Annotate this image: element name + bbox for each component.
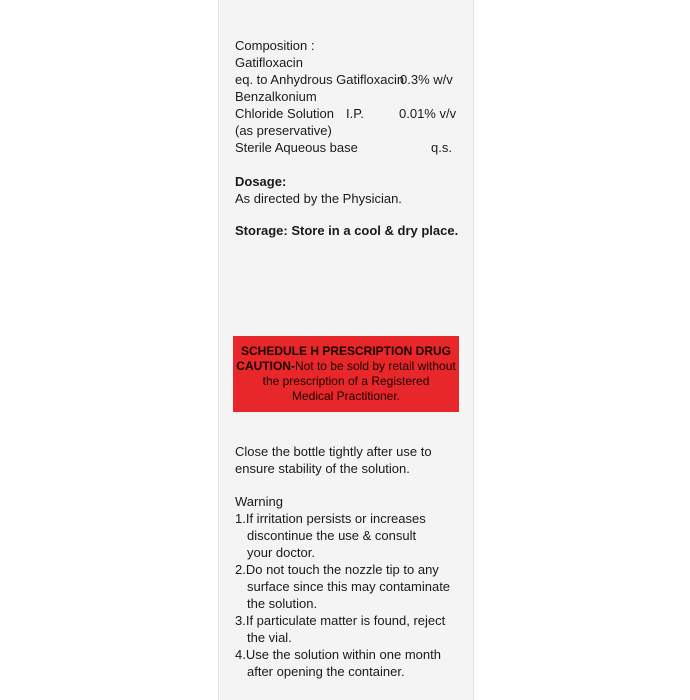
composition-line-preservative: (as preservative)	[235, 123, 332, 138]
warning-line: 2.Do not touch the nozzle tip to any	[235, 562, 439, 577]
warning-line: after opening the container.	[247, 664, 405, 679]
warning-line: 4.Use the solution within one month	[235, 647, 441, 662]
composition-value-gatifloxacin: 0.3% w/v	[400, 72, 453, 87]
composition-value-base: q.s.	[431, 140, 452, 155]
warning-line: surface since this may contaminate	[247, 579, 451, 594]
composition-value-benzalkonium: 0.01% v/v	[399, 106, 457, 121]
composition-line-anhydrous: eq. to Anhydrous Gatifloxacin	[235, 72, 405, 87]
composition-line-chloride: Chloride Solution	[235, 106, 335, 121]
dosage-text: As directed by the Physician.	[235, 191, 402, 206]
warning-line: 1.If irritation persists or increases	[235, 511, 426, 526]
warning-line: the solution.	[247, 596, 318, 611]
warning-line: 3.If particulate matter is found, reject	[235, 613, 446, 628]
schedule-h-title: SCHEDULE H PRESCRIPTION DRUG	[240, 344, 452, 358]
composition-line-gatifloxacin: Gatifloxacin	[235, 55, 303, 70]
caution-text: Not to be sold by retail without	[294, 359, 456, 373]
warning-line: discontinue the use & consult	[247, 528, 417, 543]
composition-line-base: Sterile Aqueous base	[235, 140, 358, 155]
warning-heading: Warning	[235, 494, 283, 509]
caution-label: CAUTION-	[236, 359, 295, 373]
schedule-h-line3: the prescription of a Registered	[262, 374, 430, 388]
dosage-heading: Dosage:	[235, 174, 287, 189]
schedule-h-box	[233, 336, 459, 412]
instruction-line2: ensure stability of the solution.	[235, 461, 410, 476]
composition-standard-ip: I.P.	[346, 106, 364, 121]
warning-line: the vial.	[247, 630, 292, 645]
warning-line: your doctor.	[247, 545, 315, 560]
schedule-h-line4: Medical Practitioner.	[291, 389, 401, 403]
composition-line-benzalkonium: Benzalkonium	[235, 89, 317, 104]
storage-text: Storage: Store in a cool & dry place.	[235, 223, 459, 238]
composition-heading: Composition :	[235, 38, 315, 53]
schedule-h-caution	[233, 359, 459, 373]
instruction-line1: Close the bottle tightly after use to	[235, 444, 432, 459]
